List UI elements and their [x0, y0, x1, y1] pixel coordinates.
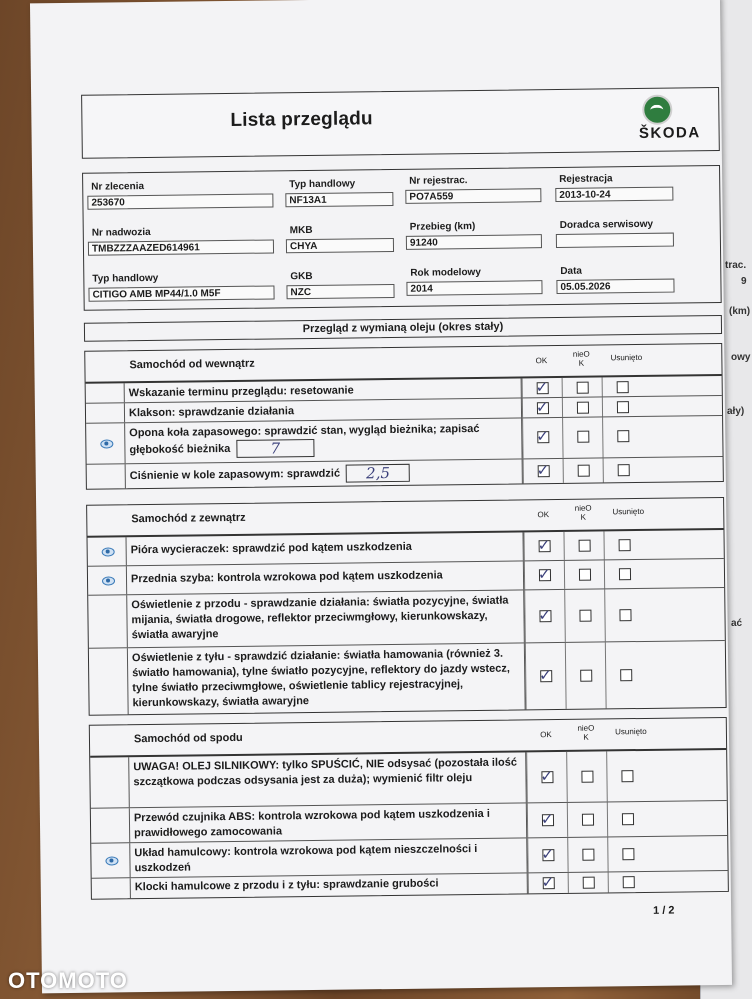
- ok-cell: [522, 418, 563, 458]
- checklist-row: [88, 588, 725, 649]
- row-text: Układ hamulcowy: kontrola wzrokowa pod kątem nieszczelności i uszkodzeń: [129, 838, 527, 877]
- column-ok: OK: [540, 730, 552, 740]
- tread-depth-value: 7: [236, 439, 314, 458]
- row-lead: [92, 878, 130, 898]
- model-year-label: Rok modelowy: [410, 266, 481, 279]
- ok-cell: [522, 378, 563, 397]
- row-lead: [86, 383, 124, 402]
- ok-cell: [522, 398, 563, 417]
- row-text: [125, 459, 523, 488]
- handwritten-tick-icon: ✓: [541, 873, 555, 892]
- removed-checkbox[interactable]: [618, 464, 630, 476]
- nieok-cell: [567, 802, 608, 836]
- removed-cell: [602, 377, 643, 396]
- row-text: Klocki hamulcowe z przodu i z tyłu: sprawdzanie grubości: [130, 873, 528, 898]
- removed-cell: [605, 642, 647, 708]
- column-nieok: [566, 723, 606, 741]
- handwritten-tick-icon: ✓: [535, 378, 549, 397]
- nieok-cell: [562, 397, 603, 416]
- underlying-text: 9: [741, 276, 747, 287]
- handwritten-tick-icon: ✓: [535, 398, 549, 417]
- ok-cell: [524, 561, 565, 589]
- checklist-row: [89, 641, 726, 715]
- removed-checkbox[interactable]: [619, 609, 631, 621]
- column-nieok-line2: K: [580, 512, 587, 522]
- underlying-text: trac.: [725, 260, 747, 271]
- handwritten-tick-icon: ✓: [537, 565, 551, 584]
- removed-cell: [604, 560, 645, 588]
- model-year-field: 2014: [406, 280, 542, 296]
- nieok-checkbox[interactable]: [578, 465, 590, 477]
- column-removed: Usunięto: [612, 506, 645, 517]
- removed-checkbox[interactable]: [620, 669, 632, 681]
- removed-cell: [604, 589, 646, 641]
- mkb-label: MKB: [289, 224, 313, 237]
- column-nieok-line1: nieO: [572, 349, 590, 359]
- date-label: Data: [560, 265, 583, 277]
- row-lead: [87, 464, 125, 488]
- removed-cell: [603, 458, 644, 482]
- section-underbody: [89, 717, 729, 900]
- row-text: Oświetlenie z tyłu - sprawdzić działanie: światła hamowania (również 3. światło hamowania), tylne światło pozycyjne, reflektory do jazdy wstecz, tylne światło przeciwmgłowe, oświetlenie tablicy rejestracyjnej, kierunkowskazy, światła awaryjne: [127, 643, 526, 714]
- mkb-field: CHYA: [286, 238, 394, 253]
- column-nieok-line2: K: [578, 358, 585, 368]
- order-number-field: 253670: [87, 193, 273, 209]
- column-ok: OK: [537, 510, 550, 520]
- row-text: Przednia szyba: kontrola wzrokowa pod kątem uszkodzenia: [126, 561, 524, 594]
- row-lead: [86, 403, 124, 422]
- trade-type-label: Typ handlowy: [289, 178, 356, 191]
- nieok-checkbox[interactable]: [577, 402, 589, 414]
- inspection-sheet: [30, 0, 732, 993]
- nieok-checkbox[interactable]: [579, 610, 591, 622]
- visual-inspection-eye-icon: [105, 856, 118, 865]
- row-text: Przewód czujnika ABS: kontrola wzrokowa pod kątem uszkodzenia i prawidłowego zamocowania: [129, 803, 527, 842]
- nieok-cell: [565, 642, 607, 708]
- nieok-checkbox[interactable]: [582, 849, 594, 861]
- row-lead: [89, 648, 128, 714]
- row-lead: [91, 808, 129, 842]
- removed-cell: [602, 397, 643, 416]
- otomoto-watermark: OTOMOTO: [8, 968, 128, 993]
- skoda-logo-icon: [642, 95, 672, 125]
- registration-date-label: Rejestracja: [559, 173, 613, 185]
- underlying-text: (km): [729, 306, 751, 317]
- removed-checkbox[interactable]: [623, 876, 635, 888]
- row-text-content: Ciśnienie w kole zapasowym: sprawdzić: [129, 467, 341, 483]
- nieok-checkbox[interactable]: [581, 771, 593, 783]
- document-header: [81, 87, 720, 159]
- ok-cell: [523, 532, 564, 560]
- row-text: UWAGA! OLEJ SILNIKOWY: tylko SPUŚCIĆ, NIE odsysać (pozostała ilość szczątkowa podczas odsysania jest za duża); wymienić filtr oleju: [128, 752, 527, 807]
- advisor-label: Doradca serwisowy: [559, 218, 654, 231]
- row-lead: [91, 843, 129, 877]
- removed-checkbox[interactable]: [617, 430, 629, 442]
- nieok-cell: [562, 417, 603, 457]
- page-number: 1 / 2: [653, 904, 675, 917]
- vin-field: TMBZZZAAZED614961: [88, 239, 274, 255]
- handwritten-tick-icon: ✓: [541, 845, 555, 864]
- section-title: Samochód z zewnątrz: [131, 511, 246, 526]
- row-text: Oświetlenie z przodu - sprawdzanie działania: światła pozycyjne, światła mijania, światła drogowe, reflektor przeciwmgłowy, kierunkowskazy, światła awaryjne: [126, 590, 525, 647]
- mileage-field: 91240: [406, 234, 542, 250]
- column-nieok: [561, 349, 601, 367]
- removed-cell: [602, 417, 643, 457]
- nieok-checkbox[interactable]: [577, 431, 589, 443]
- section-interior: [84, 343, 724, 490]
- ok-cell: [528, 873, 569, 893]
- row-lead: [88, 537, 126, 565]
- underlying-text: ać: [731, 618, 743, 629]
- row-text-content: Opona koła zapasowego: sprawdzić stan, wygląd bieżnika; zapisać głębokość bieżnika: [129, 422, 480, 457]
- nieok-cell: [566, 751, 608, 801]
- row-text: Pióra wycieraczek: sprawdzić pod kątem uszkodzenia: [126, 532, 524, 565]
- removed-checkbox[interactable]: [621, 770, 633, 782]
- ok-cell: [523, 459, 564, 483]
- ok-cell: [526, 752, 568, 802]
- handwritten-tick-icon: ✓: [536, 427, 549, 446]
- nieok-checkbox[interactable]: [579, 540, 591, 552]
- removed-cell: [608, 872, 649, 892]
- brand-name: ŠKODA: [638, 124, 701, 142]
- removed-cell: [606, 751, 648, 801]
- row-text: Wskazanie terminu przeglądu: resetowanie: [124, 378, 522, 402]
- nieok-checkbox[interactable]: [579, 569, 591, 581]
- handwritten-tick-icon: ✓: [536, 461, 550, 480]
- row-lead: [86, 423, 124, 463]
- row-text: [124, 418, 522, 463]
- vehicle-info-box: [82, 165, 722, 311]
- removed-checkbox[interactable]: [617, 401, 629, 413]
- nieok-cell: [568, 872, 609, 892]
- nieok-cell: [563, 458, 604, 482]
- section-title: Samochód od wewnątrz: [129, 357, 255, 372]
- nieok-checkbox[interactable]: [577, 382, 589, 394]
- trade-type-field: NF13A1: [285, 192, 393, 207]
- nieok-cell: [564, 560, 605, 588]
- visual-inspection-eye-icon: [102, 547, 115, 556]
- ok-cell: [527, 803, 568, 837]
- column-removed: Usunięto: [610, 352, 643, 363]
- visual-inspection-eye-icon: [102, 576, 115, 585]
- removed-checkbox[interactable]: [617, 381, 629, 393]
- visual-inspection-eye-icon: [100, 439, 113, 448]
- row-text: Klakson: sprawdzanie działania: [124, 398, 522, 422]
- gkb-label: GKB: [290, 270, 313, 283]
- removed-checkbox[interactable]: [619, 568, 631, 580]
- registration-date-field: 2013-10-24: [555, 187, 673, 202]
- underlying-text: owy: [731, 352, 751, 363]
- gkb-field: NZC: [286, 284, 394, 299]
- vin-label: Nr nadwozia: [91, 226, 151, 239]
- column-nieok-line1: nieO: [574, 503, 592, 513]
- nieok-checkbox[interactable]: [583, 877, 595, 889]
- nieok-cell: [567, 837, 608, 871]
- column-nieok-line2: K: [583, 732, 589, 742]
- removed-cell: [603, 531, 644, 559]
- removed-checkbox[interactable]: [619, 539, 631, 551]
- section-title: Samochód od spodu: [133, 731, 243, 746]
- section-exterior: [86, 497, 727, 716]
- mileage-label: Przebieg (km): [409, 220, 476, 233]
- spare-pressure-value: 2,5: [346, 464, 410, 483]
- row-lead: [90, 757, 129, 807]
- model-field: CITIGO AMB MP44/1.0 M5F: [88, 285, 274, 301]
- nieok-checkbox[interactable]: [582, 814, 594, 826]
- order-number-label: Nr zlecenia: [91, 181, 145, 193]
- checklist-row: [90, 750, 727, 809]
- ok-cell: [524, 590, 566, 642]
- column-ok: OK: [535, 356, 548, 366]
- removed-cell: [607, 837, 648, 871]
- ok-cell: [525, 643, 567, 709]
- document-title: Lista przeglądu: [230, 108, 373, 131]
- handwritten-tick-icon: ✓: [538, 606, 552, 625]
- row-lead: [88, 566, 126, 594]
- removed-checkbox[interactable]: [622, 813, 634, 825]
- registration-number-label: Nr rejestrac.: [409, 175, 468, 187]
- removed-checkbox[interactable]: [622, 848, 634, 860]
- service-type-banner: Przegląd z wymianą oleju (okres stały): [84, 315, 722, 342]
- row-lead: [88, 595, 127, 647]
- nieok-cell: [563, 531, 604, 559]
- column-nieok: [563, 503, 603, 521]
- model-label: Typ handlowy: [92, 272, 159, 285]
- column-removed: Usunięto: [615, 726, 647, 737]
- handwritten-tick-icon: ✓: [539, 666, 552, 685]
- nieok-cell: [564, 589, 606, 641]
- column-nieok-line1: nieO: [577, 723, 595, 733]
- underlying-text: ały): [727, 406, 745, 417]
- nieok-checkbox[interactable]: [580, 670, 592, 682]
- date-field: 05.05.2026: [556, 279, 674, 294]
- ok-cell: [527, 838, 568, 872]
- removed-cell: [607, 802, 648, 836]
- advisor-field: [556, 233, 674, 248]
- registration-number-field: PO7A559: [405, 188, 541, 204]
- handwritten-tick-icon: ✓: [540, 767, 554, 786]
- handwritten-tick-icon: ✓: [537, 536, 551, 555]
- handwritten-tick-icon: ✓: [540, 810, 554, 829]
- nieok-cell: [562, 377, 603, 396]
